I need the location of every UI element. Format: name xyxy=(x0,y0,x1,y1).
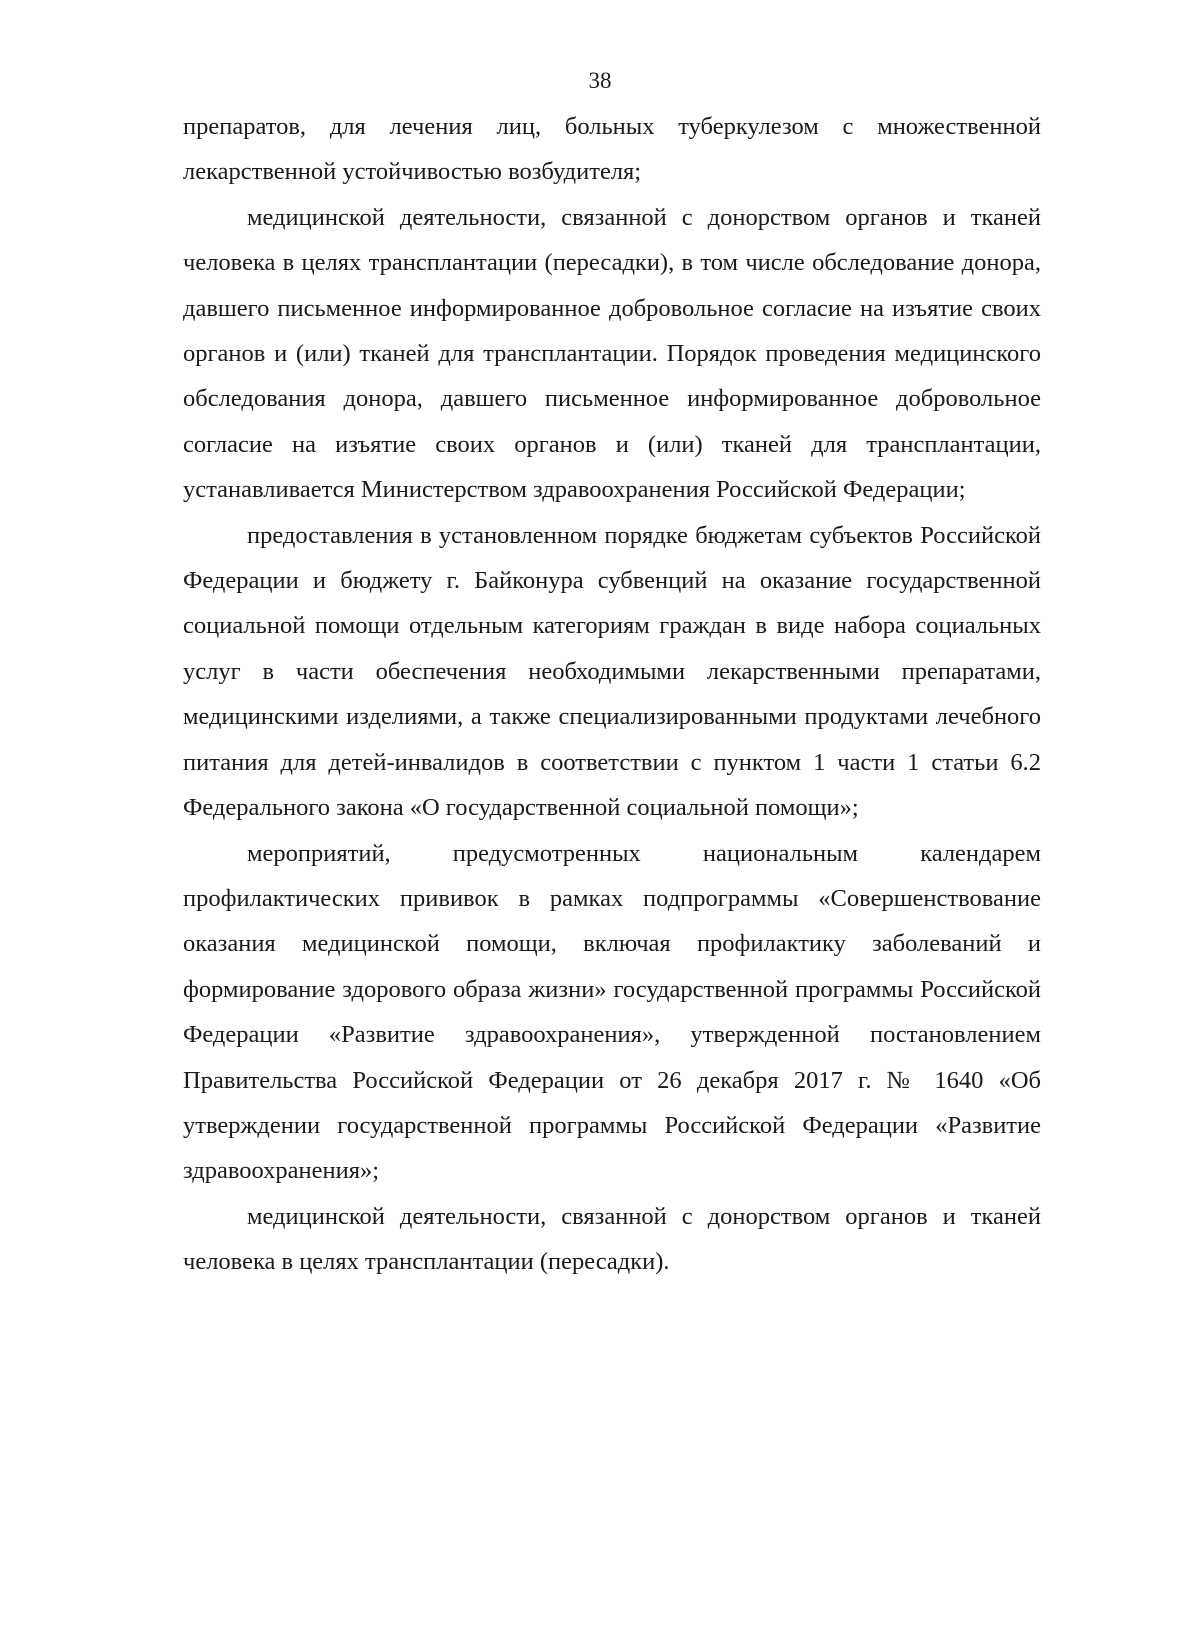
paragraph-transplantation: медицинской деятельности, связанной с донорством органов и тканей человека в целях трансплантации (пересадки). xyxy=(183,1202,1041,1276)
paragraph-vaccination-calendar: мероприятий, предусмотренных национальным календарем профилактических прививок в рамках подпрограммы «Совершенствование оказания медицинской помощи, включая профилактику заболеваний и формирование здорового образа жизни» государственной программы Российской Федерации «Развитие здравоохранения», утвержденной постановлением Правительства Российской Федерации от 26 декабря 2017 г. № 1640 «Об утверждении государственной программы Российской Федерации «Развитие здравоохранения»; xyxy=(183,839,1041,1185)
paragraph-subventions-baikonur: предоставления в установленном порядке бюджетам субъектов Российской Федерации и бюджету г. Байконура субвенций на оказание государственной социальной помощи отдельным категориям граждан в виде набора социальных услуг в части обеспечения необходимыми лекарственными препаратами, медицинскими изделиями, а также специализированными продуктами лечебного питания для детей-инвалидов в соответствии с пунктом 1 части 1 статьи 6.2 Федерального закона «О государственной социальной помощи»; xyxy=(183,521,1041,822)
paragraph-organ-donation-examination: медицинской деятельности, связанной с донорством органов и тканей человека в целях трансплантации (пересадки), в том числе обследование донора, давшего письменное информированное добровольное согласие на изъятие своих органов и (или) тканей для трансплантации. Порядок проведения медицинского обследования донора, давшего письменное информированное добровольное согласие на изъятие своих органов и (или) тканей для трансплантации, устанавливается Министерством здравоохранения Российской Федерации; xyxy=(183,203,1041,504)
document-body xyxy=(183,104,1041,1285)
page-number: 38 xyxy=(588,68,612,93)
paragraph-continuation: препаратов, для лечения лиц, больных туберкулезом с множественной лекарственной устойчивостью возбудителя; xyxy=(183,113,1041,186)
